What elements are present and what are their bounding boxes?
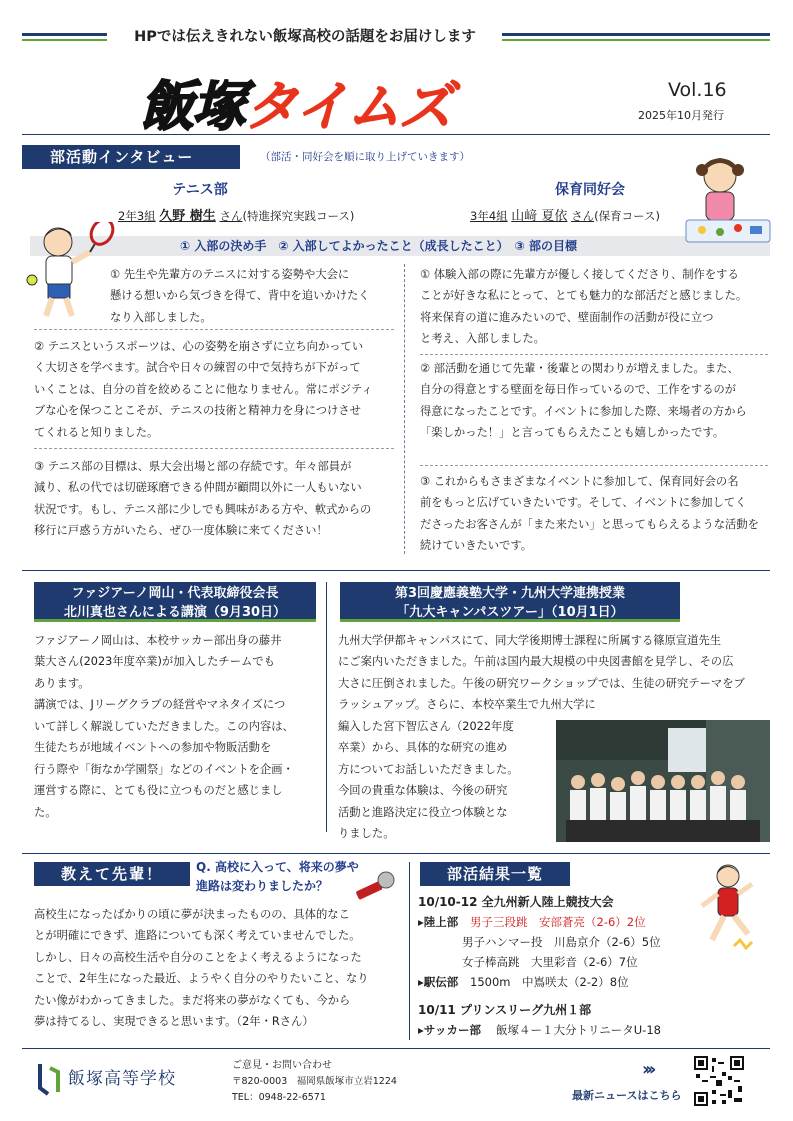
header-rule-left-bottom [22, 39, 107, 41]
questions-text: ① 入部の決め手 ② 入部してよかったこと（成長したこと） ③ 部の目標 [180, 239, 578, 253]
lecture-heading-line2: 北川真也さんによる講演（9月30日） [63, 605, 287, 620]
interview-column-divider [404, 264, 405, 554]
lecture-heading [34, 582, 316, 622]
tennis-member [118, 207, 354, 226]
results-track-1: 男子三段跳 安部蒼亮（2-6）2位 [470, 915, 646, 929]
lecture-heading-line1: ファジアーノ岡山・代表取締役会長 [71, 586, 279, 601]
school-logo-icon [36, 1062, 62, 1096]
issue-date: 2025年10月発行 [638, 109, 724, 122]
results-track-2: 男子ハンマー投 川島京介（2-6）5位 [462, 935, 661, 949]
campus-body-left: 編入した宮下智広さん（2022年度 卒業）から、具体的な研究の進め 方についてお話しいただきました。 今回の貴重な体験は、今後の研究 活動と進路決定に役立つ体験とな りました。 [338, 720, 519, 841]
childcare-honorific: さん [571, 209, 595, 223]
tennis-honorific: さん [219, 209, 243, 223]
results-soccer-row [418, 1020, 661, 1040]
section-column-divider [326, 582, 327, 832]
childcare-club-title: 保育同好会 [555, 182, 625, 198]
interview-heading: 部活動インタビュー [22, 145, 240, 169]
campus-heading-line1: 第3回慶應義塾大学・九州大学連携授業 [394, 586, 626, 601]
results-soccer-1: 飯塚４ー１大分トリニータU-18 [496, 1023, 661, 1037]
senpai-question: Q. 高校に入って、将来の夢や 進路は変わりましたか？ [196, 860, 359, 893]
microphone-icon [352, 870, 398, 908]
tennis-divider-1 [34, 329, 394, 330]
campus-body-top: 九州大学伊都キャンパスにて、同大学後期博士課程に所属する篠原宣道先生 にご案内いただきました。午前は国内最大規模の中央図書館を見学し、その広 大さに圧倒されました。午後の研究ワークショップでは、生徒の研究テーマをブ ラッシュアップ。さらに、本校卒業生で九州大学に [338, 634, 745, 712]
childcare-divider-2 [420, 465, 768, 466]
header-rule-left-top [22, 33, 107, 36]
childcare-answer-2: ② 部活動を通じて先輩・後輩との関わりが増えました。また、 自分の得意とする壁面を毎日作っているので、工作をするのが 得意になったことです。イベントに参加した際、来場者の方から 「楽しかった！」と言ってもらえたことも嬉しかったです。 [420, 362, 747, 440]
tennis-answer-3: ③ テニス部の目標は、県大会出場と部の存続です。年々部員が 減り、私の代では切磋琢磨できる仲間が顧問以外に一人もいない 状況です。もし、テニス部に少しでも興味がある方や、軟式からの 移行に戸惑う方がいたら、ぜひ一度体験に来てください！ [34, 460, 372, 538]
senpai-body: 高校生になったばかりの頃に夢が決まったものの、具体的なこ とが明確にできず、進路についても深く考えていませんでした。 しかし、日々の高校生活や自分のことをよく考えるようになった ことで、2年生になった最近、ようやく自分のやりたいこと、なり たい像がわかってきました。まだ将来の夢がなくても、今から 夢は持てるし、実現できると思います。（2年・Rさん） [34, 908, 369, 1029]
logo-text-black: 飯塚 [140, 75, 244, 138]
news-link[interactable]: 最新ニュースはこちら [572, 1089, 682, 1102]
footer-divider [22, 1048, 770, 1049]
results-event-1: 10/10-12 全九州新人陸上競技大会 [418, 895, 614, 909]
results-ekiden-label: ▸駅伝部 [418, 975, 459, 989]
section-column-divider-2 [409, 862, 410, 1040]
results-heading: 部活結果一覧 [420, 862, 570, 886]
tennis-answer-1: ① 先生や先輩方のテニスに対する姿勢や大会に 懸ける想いから気づきを得て、背中を追いかけたく なり入部しました。 [110, 268, 370, 324]
tennis-course: (特進探究実践コース) [242, 209, 355, 223]
childcare-divider-1 [420, 354, 768, 355]
lecture-body: ファジアーノ岡山は、本校サッカー部出身の藤井 葉大さん(2023年度卒業)が加入したチームでも あります。 講演では、Jリーグクラブの経営やマネタイズにつ いて詳しく解説していただきました。この内容は、 生徒たちが地域イベントへの参加や物販活動を 行う際や「街なか学園祭」などのイベントを企画・ 運営する際に、とても役に立つものだと感じまし た。 [34, 634, 294, 819]
qr-code-icon[interactable] [694, 1056, 744, 1106]
results-event-2: 10/11 プリンスリーグ九州１部 [418, 1003, 592, 1017]
section-divider-2 [22, 853, 770, 854]
interview-note: （部活・同好会を順に取り上げていきます） [260, 151, 470, 163]
tennis-club-title: テニス部 [172, 182, 228, 198]
childcare-girl-illustration [680, 150, 772, 250]
contact-title: ご意見・お問い合わせ [232, 1060, 332, 1071]
childcare-name: 山﨑 夏依 [511, 209, 568, 224]
section-divider-1 [22, 570, 770, 571]
header-rule-right-top [502, 33, 770, 36]
results-track-row-1 [418, 912, 646, 932]
tennis-grade: 2年3組 [118, 209, 156, 223]
results-ekiden-1: 1500m 中嶌咲太（2-2）8位 [470, 975, 629, 989]
tennis-answer-2: ② テニスというスポーツは、心の姿勢を崩さずに立ち向かってい く大切さを学べます。試合や日々の練習の中で気持ちが下がって いくことは、自分の首を絞めることに他なりません。常にポジティ ブな心を保つことこそが、テニスの技術と精神力を身につけさせ てくれると知りました。 [34, 340, 373, 439]
senpai-heading: 教えて先輩！ [34, 862, 190, 886]
childcare-grade: 3年4組 [470, 209, 508, 223]
contact-address: 〒820-0003 福岡県飯塚市立岩1224 [232, 1076, 397, 1087]
childcare-answer-1: ① 体験入部の際に先輩方が優しく接してくださり、制作をする ことが好きな私にとって、とても魅力的な部活だと感じました。 将来保育の道に進みたいので、壁面制作の活動が役に立つ と考え、入部しました。 [420, 268, 748, 346]
tennis-name: 久野 樹生 [159, 209, 216, 224]
volume-number: Vol.16 [668, 79, 727, 101]
results-ekiden-row [418, 972, 629, 992]
runner-illustration [688, 862, 768, 952]
childcare-member [470, 207, 660, 226]
results-track-3: 女子棒高跳 大里彩音（2-6）7位 [462, 955, 638, 969]
school-name: 飯塚高等学校 [68, 1069, 176, 1089]
tennis-player-illustration [24, 222, 120, 322]
campus-heading [340, 582, 680, 622]
contact-tel: TEL：0948-22-6571 [232, 1092, 326, 1103]
logo-text-red: タイムズ [244, 75, 451, 138]
campus-heading-line2: 「九大キャンパスツアー」（10月1日） [396, 605, 624, 620]
tennis-divider-2 [34, 448, 394, 449]
header-rule-right-bottom [502, 39, 770, 41]
childcare-course: (保育コース) [594, 209, 660, 223]
news-arrow-icon[interactable]: ››› [642, 1059, 653, 1080]
newsletter-logo [140, 56, 451, 138]
results-track-label: ▸陸上部 [418, 915, 459, 929]
childcare-answer-3: ③ これからもさまざまなイベントに参加して、保育同好会の名 前をもっと広げていきたいです。そして、イベントに参加してく ださったお客さんが「また来たい」と思ってもらえるような活動を 続けていきたいです。 [420, 475, 759, 553]
campus-group-photo [556, 720, 770, 842]
results-soccer-label: ▸サッカー部 [418, 1023, 482, 1037]
header-divider [22, 134, 770, 135]
header-tagline: HPでは伝えきれない飯塚高校の話題をお届けします [134, 29, 476, 45]
